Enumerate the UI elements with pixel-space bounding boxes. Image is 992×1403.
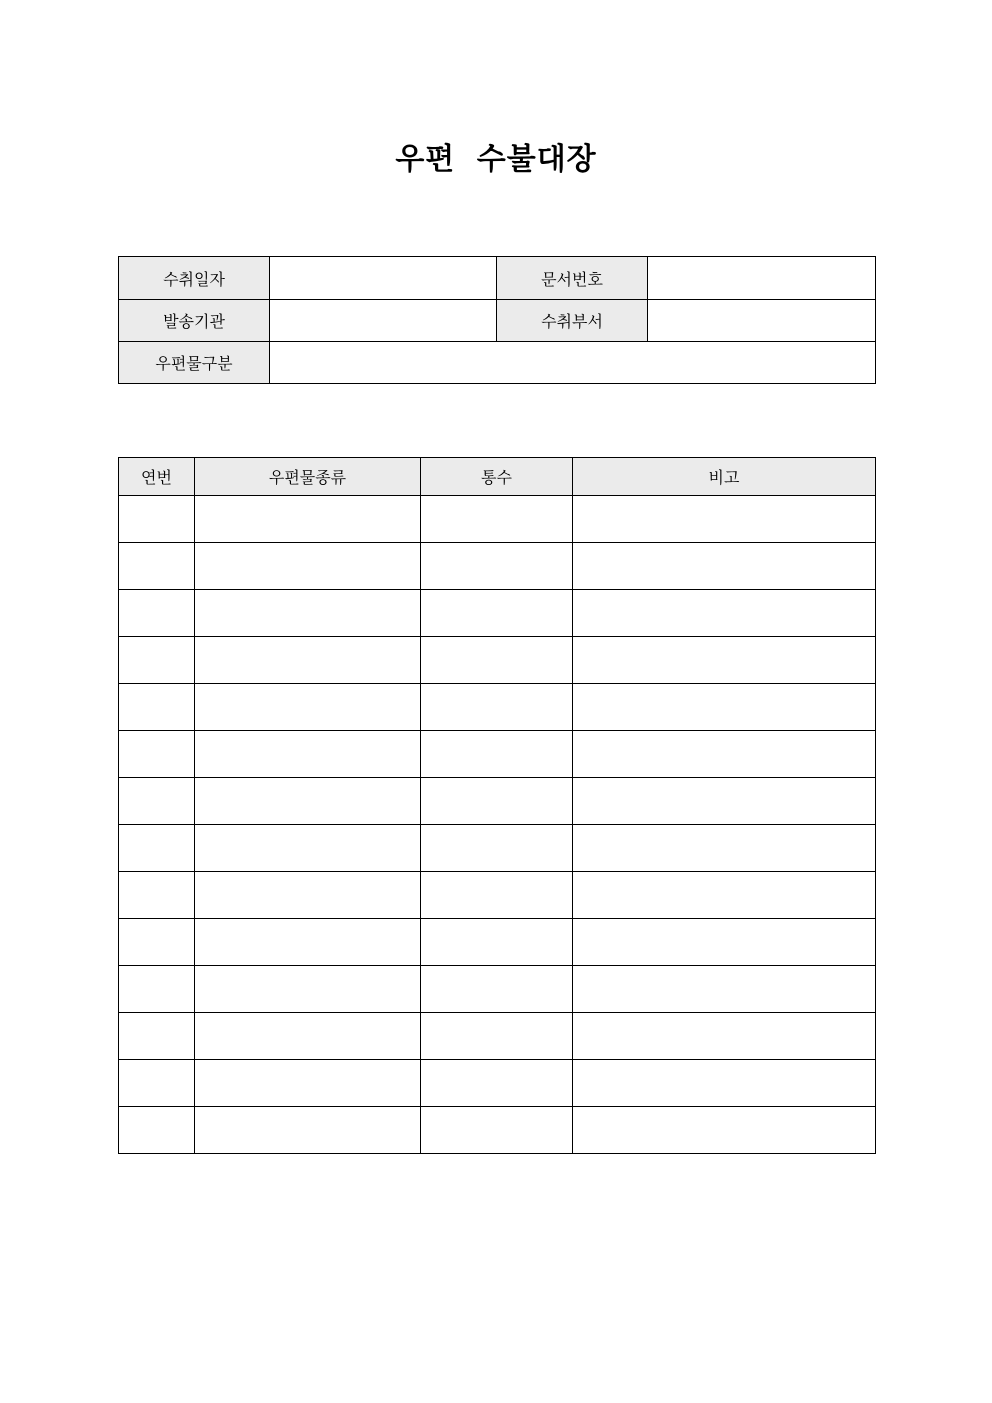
cell-count[interactable] bbox=[421, 731, 573, 778]
cell-mail-type[interactable] bbox=[195, 872, 421, 919]
cell-remarks[interactable] bbox=[573, 590, 876, 637]
table-row bbox=[119, 637, 876, 684]
cell-mail-type[interactable] bbox=[195, 1107, 421, 1154]
cell-serial-number[interactable] bbox=[119, 1060, 195, 1107]
table-row bbox=[119, 872, 876, 919]
cell-remarks[interactable] bbox=[573, 637, 876, 684]
cell-remarks[interactable] bbox=[573, 496, 876, 543]
mail-category-field[interactable] bbox=[270, 342, 876, 384]
cell-mail-type[interactable] bbox=[195, 590, 421, 637]
received-date-label: 수취일자 bbox=[119, 257, 270, 300]
info-row-received bbox=[119, 257, 876, 300]
table-row bbox=[119, 966, 876, 1013]
cell-serial-number[interactable] bbox=[119, 590, 195, 637]
cell-mail-type[interactable] bbox=[195, 1013, 421, 1060]
table-row bbox=[119, 1107, 876, 1154]
cell-remarks[interactable] bbox=[573, 731, 876, 778]
received-date-field[interactable] bbox=[270, 257, 497, 300]
header-count: 통수 bbox=[421, 458, 573, 496]
cell-remarks[interactable] bbox=[573, 778, 876, 825]
cell-count[interactable] bbox=[421, 919, 573, 966]
table-header-row bbox=[119, 458, 876, 496]
cell-remarks[interactable] bbox=[573, 1013, 876, 1060]
document-number-field[interactable] bbox=[648, 257, 876, 300]
cell-count[interactable] bbox=[421, 825, 573, 872]
cell-count[interactable] bbox=[421, 1107, 573, 1154]
cell-mail-type[interactable] bbox=[195, 684, 421, 731]
cell-remarks[interactable] bbox=[573, 872, 876, 919]
cell-count[interactable] bbox=[421, 637, 573, 684]
cell-serial-number[interactable] bbox=[119, 778, 195, 825]
cell-remarks[interactable] bbox=[573, 684, 876, 731]
table-row bbox=[119, 684, 876, 731]
cell-remarks[interactable] bbox=[573, 919, 876, 966]
mail-list-table bbox=[118, 457, 876, 1154]
header-serial-number: 연번 bbox=[119, 458, 195, 496]
cell-serial-number[interactable] bbox=[119, 543, 195, 590]
receiving-dept-field[interactable] bbox=[648, 300, 876, 342]
mail-category-label: 우편물구분 bbox=[119, 342, 270, 384]
table-row bbox=[119, 1013, 876, 1060]
header-mail-type: 우편물종류 bbox=[195, 458, 421, 496]
cell-mail-type[interactable] bbox=[195, 919, 421, 966]
cell-serial-number[interactable] bbox=[119, 684, 195, 731]
table-row bbox=[119, 919, 876, 966]
cell-serial-number[interactable] bbox=[119, 731, 195, 778]
cell-remarks[interactable] bbox=[573, 1107, 876, 1154]
table-row bbox=[119, 731, 876, 778]
sender-field[interactable] bbox=[270, 300, 497, 342]
cell-serial-number[interactable] bbox=[119, 637, 195, 684]
cell-serial-number[interactable] bbox=[119, 1107, 195, 1154]
cell-count[interactable] bbox=[421, 1013, 573, 1060]
cell-remarks[interactable] bbox=[573, 966, 876, 1013]
cell-mail-type[interactable] bbox=[195, 543, 421, 590]
cell-count[interactable] bbox=[421, 543, 573, 590]
cell-mail-type[interactable] bbox=[195, 1060, 421, 1107]
info-table bbox=[118, 256, 876, 384]
info-row-category bbox=[119, 342, 876, 384]
cell-mail-type[interactable] bbox=[195, 637, 421, 684]
document-number-label: 문서번호 bbox=[497, 257, 648, 300]
table-row bbox=[119, 496, 876, 543]
cell-remarks[interactable] bbox=[573, 543, 876, 590]
cell-remarks[interactable] bbox=[573, 1060, 876, 1107]
table-body bbox=[119, 496, 876, 1154]
page-title: 우편 수불대장 bbox=[395, 142, 597, 177]
cell-serial-number[interactable] bbox=[119, 1013, 195, 1060]
cell-serial-number[interactable] bbox=[119, 496, 195, 543]
cell-count[interactable] bbox=[421, 966, 573, 1013]
cell-count[interactable] bbox=[421, 1060, 573, 1107]
table-row bbox=[119, 825, 876, 872]
receiving-dept-label: 수취부서 bbox=[497, 300, 648, 342]
table-row bbox=[119, 1060, 876, 1107]
cell-serial-number[interactable] bbox=[119, 872, 195, 919]
cell-count[interactable] bbox=[421, 684, 573, 731]
table-row bbox=[119, 543, 876, 590]
cell-serial-number[interactable] bbox=[119, 919, 195, 966]
cell-count[interactable] bbox=[421, 496, 573, 543]
info-row-sender bbox=[119, 300, 876, 342]
table-row bbox=[119, 590, 876, 637]
sender-label: 발송기관 bbox=[119, 300, 270, 342]
cell-mail-type[interactable] bbox=[195, 966, 421, 1013]
cell-count[interactable] bbox=[421, 590, 573, 637]
cell-count[interactable] bbox=[421, 872, 573, 919]
cell-remarks[interactable] bbox=[573, 825, 876, 872]
cell-mail-type[interactable] bbox=[195, 496, 421, 543]
cell-mail-type[interactable] bbox=[195, 778, 421, 825]
cell-serial-number[interactable] bbox=[119, 825, 195, 872]
cell-mail-type[interactable] bbox=[195, 825, 421, 872]
header-remarks: 비고 bbox=[573, 458, 876, 496]
table-row bbox=[119, 778, 876, 825]
cell-mail-type[interactable] bbox=[195, 731, 421, 778]
cell-count[interactable] bbox=[421, 778, 573, 825]
cell-serial-number[interactable] bbox=[119, 966, 195, 1013]
